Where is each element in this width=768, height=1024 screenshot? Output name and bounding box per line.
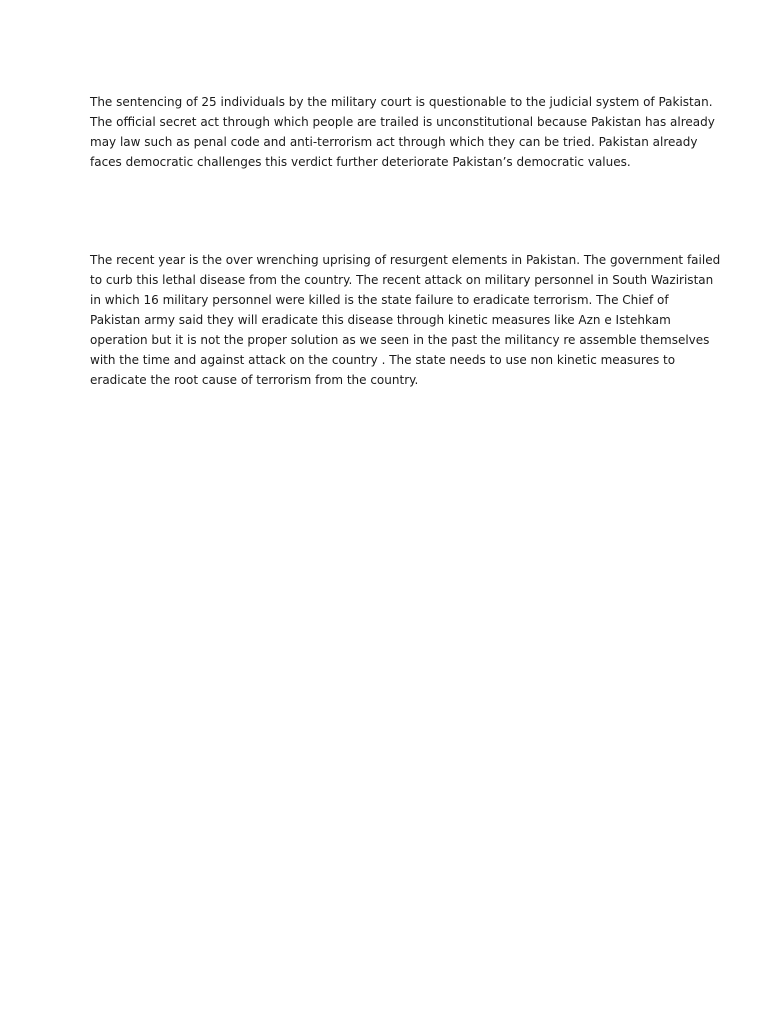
text-line: faces democratic challenges this verdict further deteriorate Pakistan’s democratic values. [90, 155, 631, 169]
paragraph-terrorism [90, 250, 721, 390]
text-line: eradicate the root cause of terrorism from the country. [90, 373, 419, 387]
paragraph-military-court [90, 92, 715, 172]
text-line: The sentencing of 25 individuals by the military court is questionable to the judicial system of Pakistan. [90, 95, 713, 109]
text-line: operation but it is not the proper solution as we seen in the past the militancy re assemble themselves [90, 333, 710, 347]
text-line: with the time and against attack on the country . The state needs to use non kinetic measures to [90, 353, 676, 367]
text-line: in which 16 military personnel were killed is the state failure to eradicate terrorism. The Chief of [90, 293, 669, 307]
text-line: may law such as penal code and anti-terrorism act through which they can be tried. Pakistan already [90, 135, 698, 149]
text-line: Pakistan army said they will eradicate this disease through kinetic measures like Azn e Istehkam [90, 313, 671, 327]
text-line: The official secret act through which people are trailed is unconstitutional because Pakistan has already [90, 115, 715, 129]
text-line: The recent year is the over wrenching uprising of resurgent elements in Pakistan. The government failed [90, 253, 721, 267]
text-line: to curb this lethal disease from the country. The recent attack on military personnel in South Waziristan [90, 273, 714, 287]
